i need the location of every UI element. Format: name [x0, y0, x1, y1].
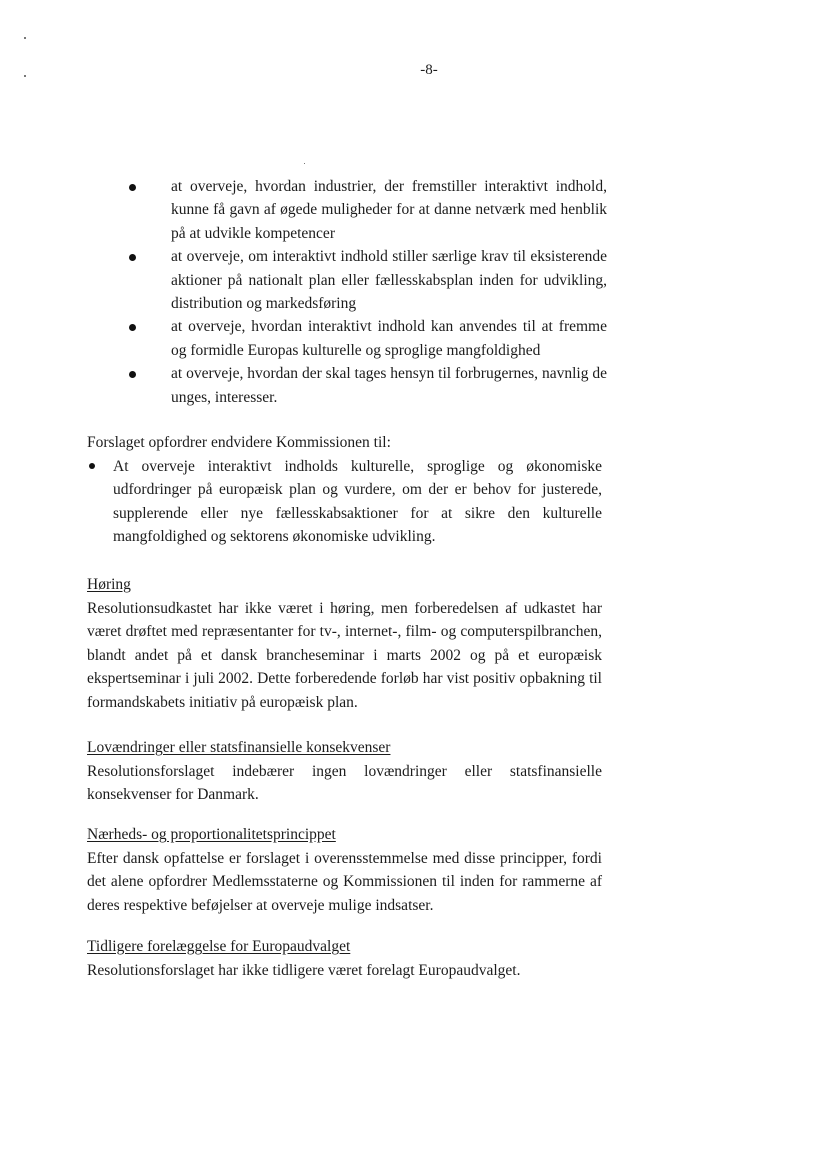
section-text: Resolutionsforslaget indebærer ingen lovændringer eller statsfinansielle konsekvenser for Danmark.	[87, 762, 602, 803]
list-item-text: at overveje, hvordan interaktivt indhold kan anvendes til at fremme og formidle Europas kulturelle og sproglige mangfoldighed	[171, 318, 607, 359]
bullet-icon	[129, 254, 136, 261]
section-text: Efter dansk opfattelse er forslaget i overensstemmelse med disse principper, fordi det alene opfordrer Medlemsstaterne og Kommissionen til inden for rammerne af deres respektive beføjelser at overveje mulige indsatser.	[87, 849, 602, 914]
section-heading: Tidligere forelæggelse for Europaudvalget	[87, 938, 351, 955]
section-heading: Nærheds- og proportionalitetsprincippet	[87, 826, 336, 843]
section-heading: Lovændringer eller statsfinansielle konsekvenser	[87, 739, 391, 756]
commission-bullet-list	[87, 455, 602, 549]
bullet-icon	[129, 324, 136, 331]
bullet-icon	[89, 463, 95, 469]
list-item	[87, 455, 602, 549]
commission-section	[87, 431, 602, 549]
list-item-text: at overveje, hvordan der skal tages hensyn til forbrugernes, navnlig de unges, interesser.	[171, 365, 607, 406]
list-item	[127, 245, 607, 315]
scan-speck	[24, 37, 26, 39]
bullet-icon	[129, 184, 136, 191]
action-bullet-list	[127, 175, 607, 409]
section-subsidiarity	[87, 823, 602, 917]
list-item	[127, 315, 607, 362]
section-text: Resolutionsudkastet har ikke været i høring, men forberedelsen af udkastet har været drøftet med repræsentanter for tv-, internet-, film- og computerspilbranchen, blandt andet på et dansk brancheseminar i marts 2002 og på et europæisk ekspertseminar i juli 2002. Dette forberedende forløb har vist positiv opbakning til formandskabets initiativ på europæisk plan.	[87, 599, 602, 711]
list-item-text: at overveje, hvordan industrier, der fremstiller interaktivt indhold, kunne få gavn af øgede muligheder for at danne netværk med henblik på at udvikle kompetencer	[171, 178, 607, 242]
list-item-text: at overveje, om interaktivt indhold stiller særlige krav til eksisterende aktioner på nationalt plan eller fællesskabsplan inden for udvikling, distribution og markedsføring	[171, 248, 607, 313]
commission-intro: Forslaget opfordrer endvidere Kommissionen til:	[87, 434, 391, 451]
section-legislation	[87, 736, 602, 807]
scan-speck	[304, 163, 305, 164]
bullet-icon	[129, 371, 136, 378]
list-item-text: At overveje interaktivt indholds kulturelle, sproglige og økonomiske udfordringer på europæisk plan og vurdere, om der er behov for justerede, supplerende eller nye fællesskabsaktioner for at sikre den kulturelle mangfoldighed og sektorens økonomiske udvikling.	[113, 457, 602, 545]
section-heading: Høring	[87, 576, 131, 593]
section-previous-submission	[87, 935, 602, 982]
list-item	[127, 175, 607, 245]
page-number: -8-	[420, 62, 438, 78]
list-item	[127, 362, 607, 409]
section-text: Resolutionsforslaget har ikke tidligere været forelagt Europaudvalget.	[87, 961, 521, 979]
section-hearing	[87, 573, 602, 714]
